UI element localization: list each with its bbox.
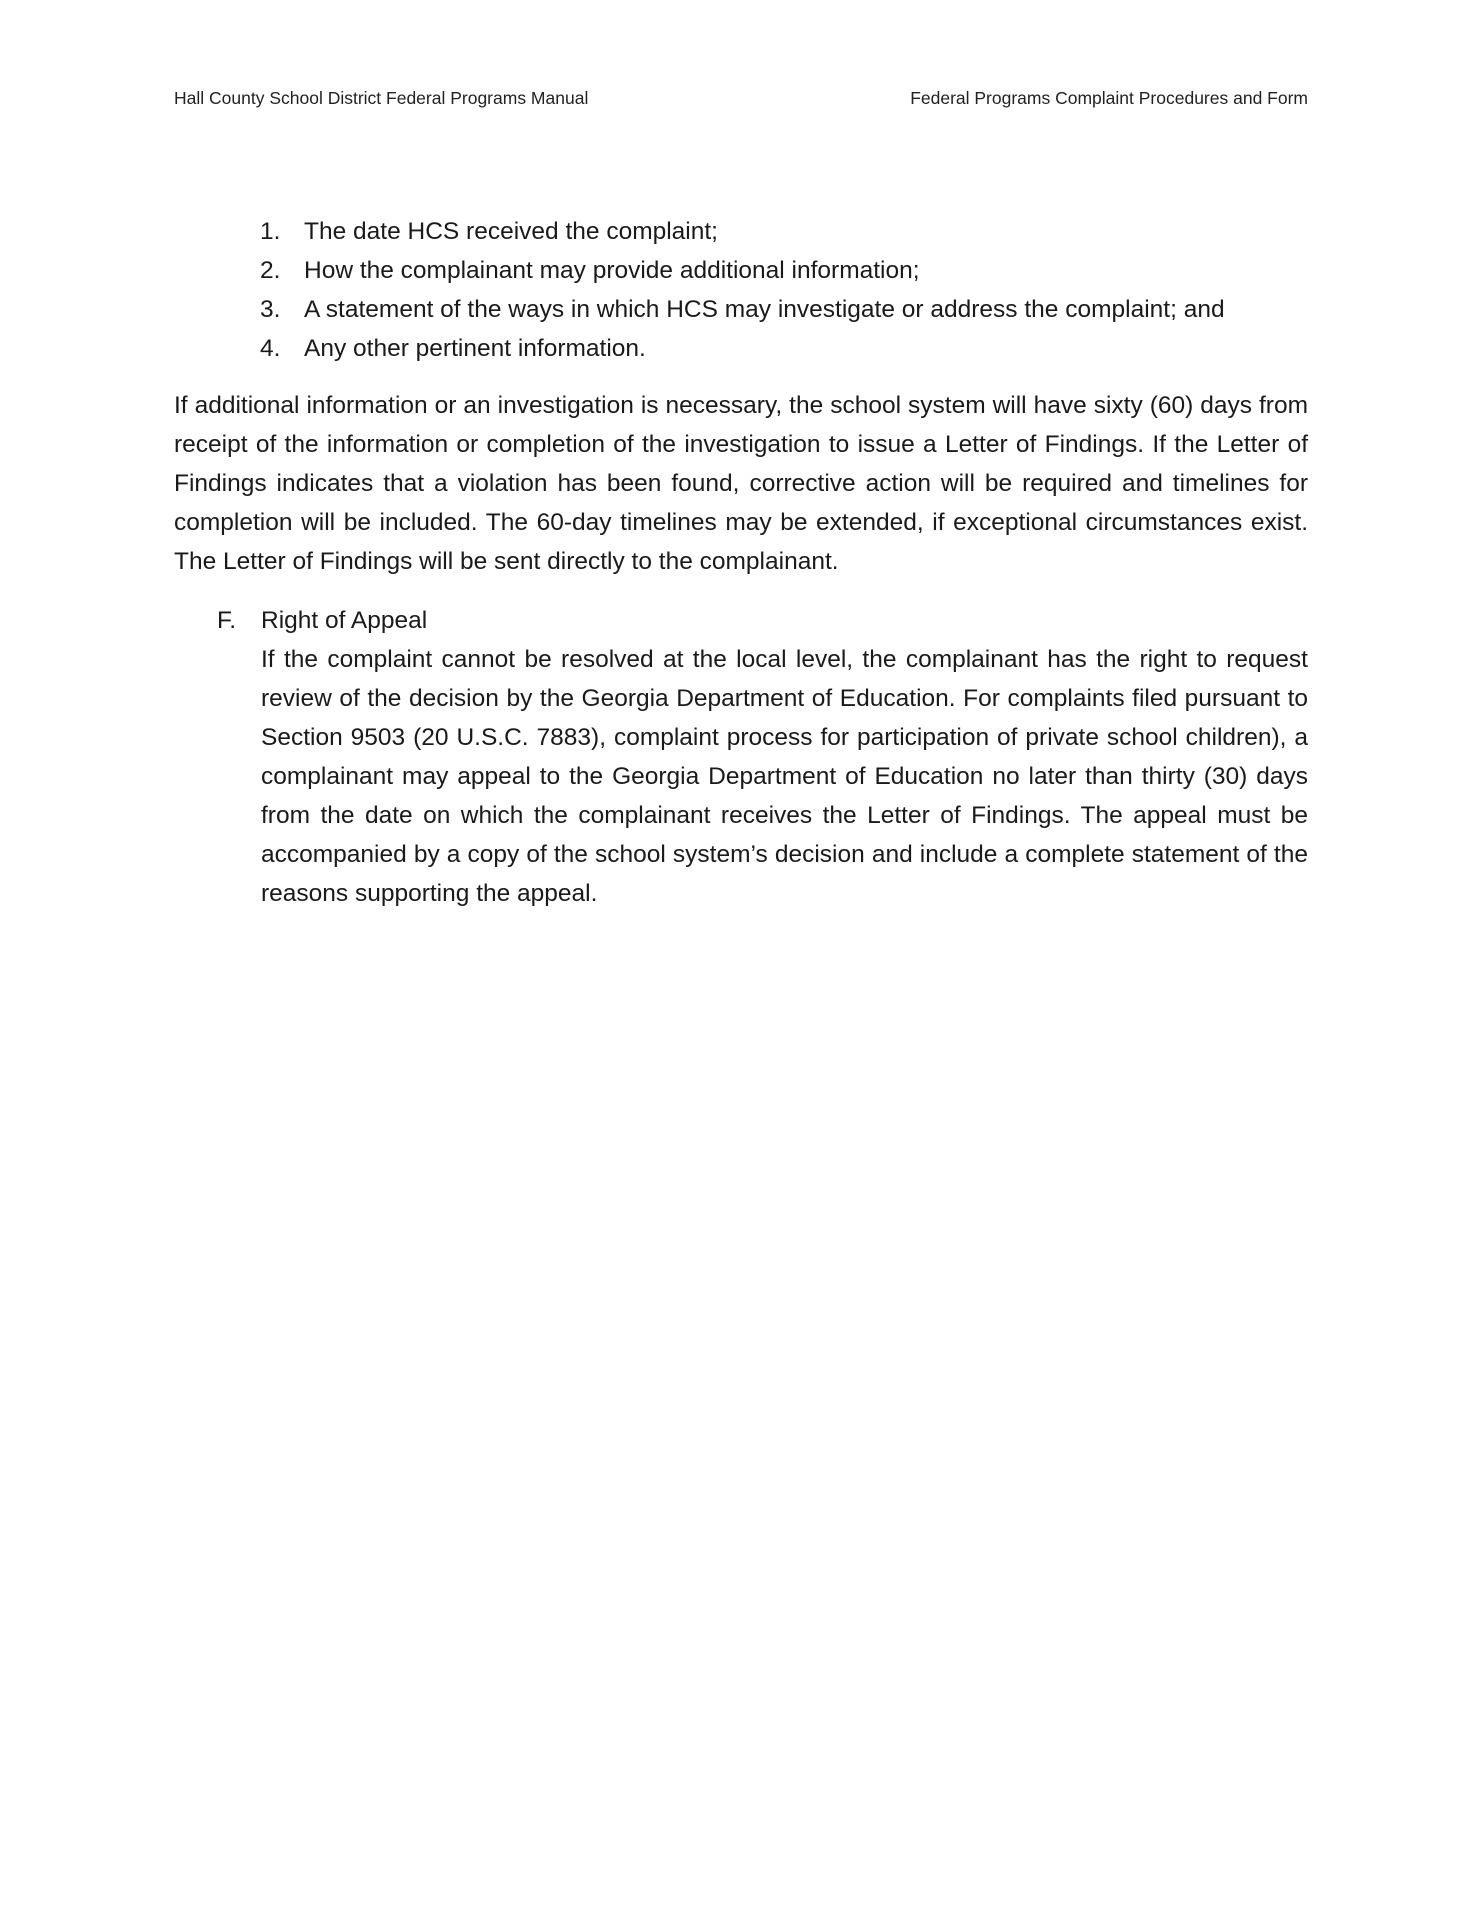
list-item-number: 1. [260, 218, 281, 245]
header-right: Federal Programs Complaint Procedures and Form [910, 88, 1308, 108]
section-heading [217, 601, 1308, 640]
list-item-number: 4. [260, 335, 281, 362]
list-item-text: The date HCS received the complaint; [304, 218, 718, 245]
list-item [260, 251, 1308, 290]
document-body [174, 212, 1308, 913]
header-left: Hall County School District Federal Programs Manual [174, 88, 589, 108]
appeal-section [174, 601, 1308, 913]
list-item [260, 290, 1308, 329]
numbered-list [174, 212, 1308, 368]
list-item-number: 3. [260, 296, 281, 323]
section-letter: F. [217, 607, 237, 634]
findings-paragraph: If additional information or an investigation is necessary, the school system will have sixty (60) days from receipt of the information or completion of the investigation to issue a Letter of Findings. If the Letter of Findings indicates that a violation has been found, corrective action will be required and timelines for completion will be included. The 60-day timelines may be extended, if exceptional circumstances exist. The Letter of Findings will be sent directly to the complainant. [174, 392, 1308, 575]
list-item [260, 212, 1308, 251]
list-item-text: How the complainant may provide additional information; [304, 257, 920, 284]
section-title: Right of Appeal [261, 607, 428, 634]
section-body: If the complaint cannot be resolved at the local level, the complainant has the right to request review of the decision by the Georgia Department of Education. For complaints filed pursuant to Section 9503 (20 U.S.C. 7883), complaint process for participation of private school children), a complainant may appeal to the Georgia Department of Education no later than thirty (30) days from the date on which the complainant receives the Letter of Findings. The appeal must be accompanied by a copy of the school system’s decision and include a complete statement of the reasons supporting the appeal. [261, 646, 1308, 907]
page-header [174, 88, 1308, 109]
list-item-number: 2. [260, 257, 281, 284]
list-item-text: Any other pertinent information. [304, 335, 646, 362]
list-item [260, 329, 1308, 368]
list-item-text: A statement of the ways in which HCS may investigate or address the complaint; and [304, 296, 1225, 323]
